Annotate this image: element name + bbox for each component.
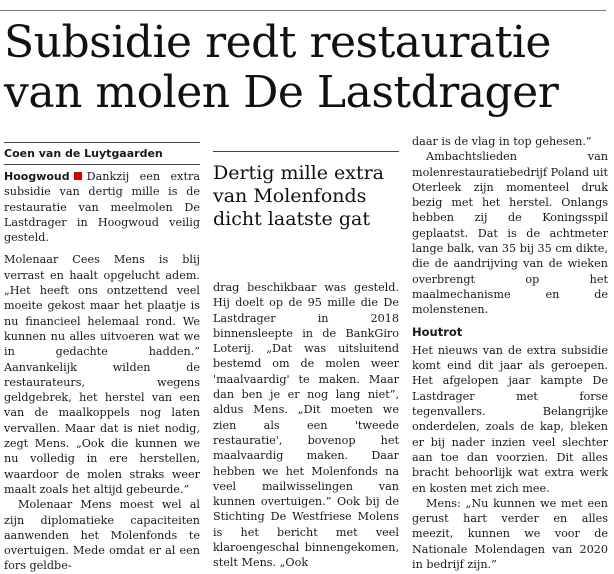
dateline: Hoogwoud — [4, 170, 70, 183]
paragraph: Mens: „Nu kunnen we met een gerust hart verder en alles meezit, kunnen we voor de Nationale Molendagen van 2020 in bedrijf zijn.” — [412, 496, 608, 572]
top-rule — [0, 10, 606, 11]
paragraph: Het nieuws van de extra subsidie komt eind dit jaar als geroepen. Het afgelopen jaar kampte De Lastdrager met forse tegenvallers. Belangrijke onderdelen, zoals de kap, bleken er bij nader inzien veel slechter aan toe dan voorzien. Dit alles bracht behoorlijk wat extra werk en kosten met zich mee. — [412, 343, 608, 495]
paragraph: Molenaar Mens moest wel al zijn diplomatieke capaciteiten aanwenden het Molenfonds te overtuigen. Mede omdat er al een fors geldbe- — [4, 498, 200, 573]
lead-paragraph — [4, 169, 200, 245]
paragraph: Ambachtslieden van molenrestauratiebedrijf Poland uit Oterleek zijn momenteel druk bezig met het herstel. Onlangs hebben zij de Koningsspil geplaatst. Dat is de achtmeter lange balk, van 35 bij 35 cm dikte, die de aandrijving van de wieken overbrengt op het maalmechanisme en de molenstenen. — [412, 150, 608, 317]
paragraph: Molenaar Cees Mens is blij verrast en haalt opgelucht adem. „Het heeft ons ontzettend veel moeite gekost maar het plaatje is nu financieel helemaal rond. We kunnen nu alles uitvoeren wat we in gedachte hadden.” Aanvankelijk wilden de restaurateurs, wegens geldgebrek, het herstel van een van de maalkoppels nog laten vervallen. Maar dat is niet nodig, zegt Mens. „Ook die kunnen we nu volledig in ere herstellen, waardoor de molen straks weer maalt zoals het altijd gebeurde.” — [4, 253, 200, 496]
paragraph: daar is de vlag in top gehesen.” — [412, 135, 592, 148]
headline: Subsidie redt restauratie van molen De Lastdrager — [4, 17, 559, 118]
column-2 — [213, 280, 399, 571]
column-1 — [4, 169, 200, 574]
byline: Coen van de Luytgaarden — [4, 142, 200, 165]
column-3 — [412, 134, 608, 572]
subheading: Houtrot — [412, 324, 463, 339]
lead-text: Dankzij een extra subsidie van dertig mille is de restauratie van meelmolen De Lastdrager in Hoogwoud veilig gesteld. — [4, 170, 200, 245]
red-square-icon — [74, 172, 82, 180]
deck-subtitle: Dertig mille extra van Molenfonds dicht laatste gat — [213, 151, 399, 231]
paragraph: drag beschikbaar was gesteld. Hij doelt op de 95 mille die De Lastdrager in 2018 binnensleepte in de BankGiro Loterij. „Dat was uitsluitend bestemd om de molen weer 'maalvaardig' te maken. Maar dan ben je er nog lang niet”, aldus Mens. „Dit moeten we zien als een 'tweede restauratie', bovenop het maalvaardig maken. Daar hebben we het Molenfonds na veel mailwisselingen van kunnen overtuigen.” Ook bij de Stichting De Westfriese Molens is het bericht met veel klaroengeschal binnengekomen, stelt Mens. „Ook — [213, 281, 399, 570]
